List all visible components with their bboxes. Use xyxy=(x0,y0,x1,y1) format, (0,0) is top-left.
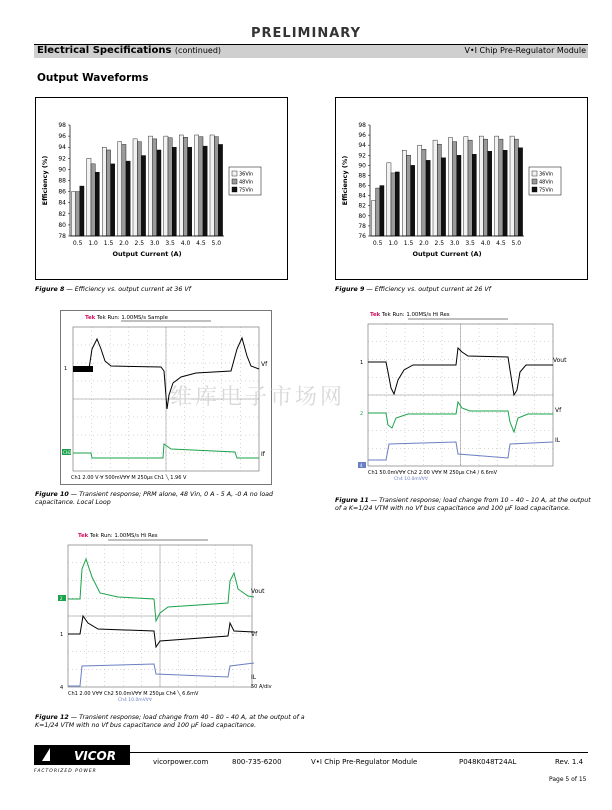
fig8-xtick-label: 2.5 xyxy=(134,240,145,247)
fig8-xtick-label: 4.5 xyxy=(196,240,206,247)
fig9-xtick-label: 1.0 xyxy=(388,240,398,247)
fig8-legend-label-75Vin: 75Vin xyxy=(239,187,254,194)
fig8-bar-75Vin xyxy=(111,164,115,236)
scope-12-ch4-marker: 4 xyxy=(60,685,64,691)
fig9-xlabel: Output Current (A) xyxy=(412,250,482,258)
fig9-bar-75Vin xyxy=(395,172,399,236)
scope-10-ch2-marker: CH2 xyxy=(63,450,72,455)
fig9-xtick-label: 3.5 xyxy=(465,240,475,247)
fig9-ytick-label: 96 xyxy=(358,132,366,140)
fig9-ytick-label: 84 xyxy=(358,192,366,200)
fig9-xtick-label: 5.0 xyxy=(511,240,522,247)
fig9-ytick-label: 94 xyxy=(358,142,366,150)
fig8-ytick-label: 88 xyxy=(58,177,66,185)
fig9-bar-36Vin xyxy=(479,136,483,236)
fig8-ytick-label: 90 xyxy=(58,166,66,174)
fig8-bar-48Vin xyxy=(153,139,157,236)
scope-12-trace-il xyxy=(68,663,254,686)
fig8-bar-75Vin xyxy=(188,147,192,236)
vicor-logo-text: VICOR xyxy=(74,749,116,763)
fig8-ytick-label: 78 xyxy=(58,233,66,240)
fig8-bar-36Vin xyxy=(102,147,106,236)
fig9-ytick-label: 76 xyxy=(358,233,366,240)
footer-tagline: FACTORIZED POWER xyxy=(34,769,97,774)
fig9-ytick-label: 92 xyxy=(358,152,366,160)
fig9-bar-75Vin xyxy=(457,155,461,236)
scope-11-ch2-marker: 2 xyxy=(360,411,364,417)
fig8-bar-75Vin xyxy=(95,172,99,236)
scope-12-trace-vf xyxy=(68,616,254,647)
fig8-xtick-label: 0.5 xyxy=(72,240,83,247)
figure-12-scope xyxy=(58,531,280,704)
fig9-bar-75Vin xyxy=(411,165,415,236)
scope-12-header: Tek Tek Run: 1.00MS/s Hi Res xyxy=(78,533,158,539)
fig8-legend-swatch-36Vin xyxy=(232,171,237,176)
spec-header-product: V•I Chip Pre-Regulator Module xyxy=(464,46,586,55)
fig9-bar-75Vin xyxy=(441,158,445,236)
fig8-xtick-label: 3.5 xyxy=(165,240,175,247)
fig9-bar-36Vin xyxy=(464,137,468,236)
fig9-legend-label-36Vin: 36Vin xyxy=(539,171,554,178)
fig9-bar-48Vin xyxy=(453,142,457,236)
fig9-xtick-label: 2.0 xyxy=(419,240,429,247)
fig9-bar-75Vin xyxy=(472,154,476,236)
fig9-ytick-label: 98 xyxy=(358,122,366,129)
scope-11-label-vout: Vout xyxy=(553,357,567,364)
fig9-bar-75Vin xyxy=(426,160,430,236)
figure-12-caption: Figure 12 — Transient response; load change from 40 – 80 – 40 A, at the output of a K=1/24 VTM with no Vf bus capacitance and 100 µF load capacitance. xyxy=(35,714,305,729)
fig8-ytick-label: 84 xyxy=(58,199,66,207)
fig9-bar-48Vin xyxy=(514,139,518,236)
fig8-bar-48Vin xyxy=(214,137,218,236)
footer-web: vicorpower.com xyxy=(153,758,209,766)
fig8-bar-36Vin xyxy=(210,135,214,236)
fig9-legend-label-75Vin: 75Vin xyxy=(539,187,554,194)
fig8-bar-36Vin xyxy=(179,135,183,236)
fig8-bar-48Vin xyxy=(76,192,80,236)
fig8-bar-36Vin xyxy=(164,136,168,236)
section-title: Output Waveforms xyxy=(37,72,149,84)
fig8-bar-48Vin xyxy=(91,164,95,236)
figure-9-caption: Figure 9 — Efficiency vs. output current at 26 Vf xyxy=(335,286,491,293)
fig9-xtick-label: 0.5 xyxy=(372,240,383,247)
fig9-ytick-label: 78 xyxy=(358,222,366,230)
fig8-bar-75Vin xyxy=(126,161,130,236)
footer-page: Page 5 of 15 xyxy=(549,776,587,783)
fig9-bar-48Vin xyxy=(437,144,441,236)
fig8-legend-label-48Vin: 48Vin xyxy=(239,179,254,186)
fig8-xlabel: Output Current (A) xyxy=(112,250,182,258)
spec-header-title: Electrical Specifications (continued) xyxy=(37,45,222,56)
scope-12-status-2: Ch4 10.0mV∀∀ xyxy=(118,698,152,703)
fig8-bar-75Vin xyxy=(172,147,176,236)
fig8-bar-48Vin xyxy=(122,144,126,236)
figure-11-caption: Figure 11 — Transient response; load change from 10 – 40 – 10 A, at the output of a K=1/24 VTM with no Vf bus capacitance and 100 µF load capacitance. xyxy=(335,497,591,512)
footer-part: P048K048T24AL xyxy=(459,758,517,766)
figure-8-panel xyxy=(35,97,288,280)
figure-9-chart xyxy=(336,98,587,279)
fig8-ytick-label: 92 xyxy=(58,155,66,163)
fig8-xtick-label: 1.5 xyxy=(103,240,114,247)
fig9-legend-label-48Vin: 48Vin xyxy=(539,179,554,186)
fig9-bar-75Vin xyxy=(488,151,492,236)
fig9-bar-75Vin xyxy=(503,150,507,236)
fig8-bar-75Vin xyxy=(203,146,207,236)
fig9-bar-36Vin xyxy=(371,201,375,236)
fig8-xtick-label: 4.0 xyxy=(180,240,191,247)
scope-12-ch2-marker: 2 xyxy=(60,596,63,601)
fig8-ytick-label: 96 xyxy=(58,133,66,141)
scope-12-ch1-marker: 1 xyxy=(60,632,64,638)
fig8-bar-36Vin xyxy=(118,142,122,236)
fig8-bar-36Vin xyxy=(133,139,137,236)
fig8-bar-75Vin xyxy=(80,186,84,236)
fig9-bar-48Vin xyxy=(468,140,472,236)
fig9-bar-36Vin xyxy=(448,138,452,236)
scope-10-label-vf: Vf xyxy=(261,361,268,368)
figure-8-chart xyxy=(36,98,287,279)
fig9-bar-36Vin xyxy=(510,136,514,236)
fig9-bar-75Vin xyxy=(518,148,522,236)
fig8-ytick-label: 94 xyxy=(58,144,66,152)
scope-11-ch4-marker: 4 xyxy=(360,463,363,468)
fig9-xtick-label: 1.5 xyxy=(403,240,414,247)
scope-12-trace-vout xyxy=(68,559,254,621)
figure-10-caption: Figure 10 — Transient response; PRM alone, 48 Vin, 0 A - 5 A, -0 A no load capacitance. Local Loop xyxy=(35,491,274,506)
scope-10-ch1-marker: 1 xyxy=(64,366,68,372)
fig9-legend-swatch-75Vin xyxy=(532,187,537,192)
fig8-ytick-label: 80 xyxy=(58,221,66,229)
fig8-xtick-label: 2.0 xyxy=(119,240,129,247)
scope-11-label-il: IL xyxy=(555,437,561,444)
figure-11-scope-svg xyxy=(358,310,578,483)
fig9-bar-48Vin xyxy=(406,155,410,236)
scope-11-status: Ch1 50.0mV∀∀ Ch2 2.00 V∀∀ M 250µs Ch4 / 6.6mV xyxy=(368,470,498,476)
figure-9-panel xyxy=(335,97,588,280)
preliminary-banner: PRELIMINARY xyxy=(251,26,361,41)
fig8-xtick-label: 5.0 xyxy=(211,240,222,247)
fig9-legend-swatch-48Vin xyxy=(532,179,537,184)
scope-12-label-il-scale: 50 A/div xyxy=(251,684,272,690)
fig8-xtick-label: 1.0 xyxy=(88,240,98,247)
scope-11-label-vf: Vf xyxy=(555,407,562,414)
scope-10-header: Tek Tek Run: 1.00MS/s Sample xyxy=(85,315,168,321)
fig9-legend-swatch-36Vin xyxy=(532,171,537,176)
scope-12-label-vf: Vf xyxy=(251,631,258,638)
fig8-bar-36Vin xyxy=(87,158,91,236)
fig8-bar-48Vin xyxy=(183,137,187,236)
fig9-xtick-label: 4.0 xyxy=(480,240,491,247)
fig9-bar-48Vin xyxy=(422,149,426,236)
fig9-bar-75Vin xyxy=(380,186,384,236)
fig9-bar-48Vin xyxy=(483,139,487,236)
fig9-bar-48Vin xyxy=(391,173,395,236)
fig9-bar-36Vin xyxy=(387,163,391,236)
footer-phone: 800-735-6200 xyxy=(232,758,282,766)
fig8-ytick-label: 82 xyxy=(58,210,66,218)
footer-rev: Rev. 1.4 xyxy=(555,758,584,766)
fig8-legend-label-36Vin: 36Vin xyxy=(239,171,254,178)
fig8-xtick-label: 3.0 xyxy=(149,240,160,247)
figure-11-scope xyxy=(358,310,578,483)
scope-10-status: Ch1 2.00 V·∀ 500mV∀∀ M 250µs Ch1 ╲ 1.96 V xyxy=(71,475,187,481)
fig9-bar-48Vin xyxy=(376,188,380,236)
fig8-bar-48Vin xyxy=(106,150,110,236)
fig9-ytick-label: 86 xyxy=(358,182,366,190)
fig8-bar-48Vin xyxy=(168,138,172,236)
fig9-ytick-label: 90 xyxy=(358,162,366,170)
fig9-ytick-label: 80 xyxy=(358,212,366,220)
fig9-bar-36Vin xyxy=(418,145,422,236)
fig9-xtick-label: 2.5 xyxy=(434,240,445,247)
fig8-ytick-label: 86 xyxy=(58,188,66,196)
scope-10-label-if: If xyxy=(261,451,265,458)
fig9-bar-36Vin xyxy=(433,140,437,236)
fig9-ytick-label: 82 xyxy=(358,202,366,210)
fig8-bar-36Vin xyxy=(195,135,199,236)
scope-12-label-il: IL xyxy=(251,674,257,681)
fig8-legend-swatch-48Vin xyxy=(232,179,237,184)
fig9-bar-36Vin xyxy=(495,136,499,236)
scope-11-ch1-marker: 1 xyxy=(360,360,364,366)
fig9-xtick-label: 3.0 xyxy=(449,240,460,247)
fig9-bar-48Vin xyxy=(499,139,503,236)
fig8-bar-48Vin xyxy=(199,137,203,236)
watermark: 维库电子市场网 xyxy=(170,385,346,410)
figure-12-scope-svg xyxy=(58,531,280,704)
fig9-ylabel: Efficiency (%) xyxy=(341,155,349,206)
fig8-ylabel: Efficiency (%) xyxy=(41,155,49,206)
fig8-ytick-label: 98 xyxy=(58,122,66,129)
fig8-bar-75Vin xyxy=(218,144,222,236)
fig8-bar-36Vin xyxy=(71,192,75,236)
scope-11-header: Tek Tek Run: 1.00MS/s Hi Res xyxy=(370,312,450,318)
vicor-logo-mark xyxy=(34,745,130,765)
figure-8-caption: Figure 8 — Efficiency vs. output current at 36 Vf xyxy=(35,286,191,293)
fig9-bar-36Vin xyxy=(402,150,406,236)
vicor-logo xyxy=(34,745,130,765)
fig8-bar-75Vin xyxy=(157,150,161,236)
scope-11-status-2: Ch4 10.0mV∀∀ xyxy=(394,477,428,482)
fig8-bar-75Vin xyxy=(141,156,145,236)
scope-12-status: Ch1 2.00 V∀∀ Ch2 50.0mV∀∀ M 250µs Ch4 ╲ 6.6mV xyxy=(68,691,199,697)
scope-12-label-vout: Vout xyxy=(251,588,265,595)
fig9-xtick-label: 4.5 xyxy=(496,240,506,247)
fig9-ytick-label: 88 xyxy=(358,172,366,180)
fig8-bar-36Vin xyxy=(148,136,152,236)
fig8-bar-48Vin xyxy=(137,142,141,236)
fig8-legend-swatch-75Vin xyxy=(232,187,237,192)
footer-product: V•I Chip Pre-Regulator Module xyxy=(311,758,418,766)
